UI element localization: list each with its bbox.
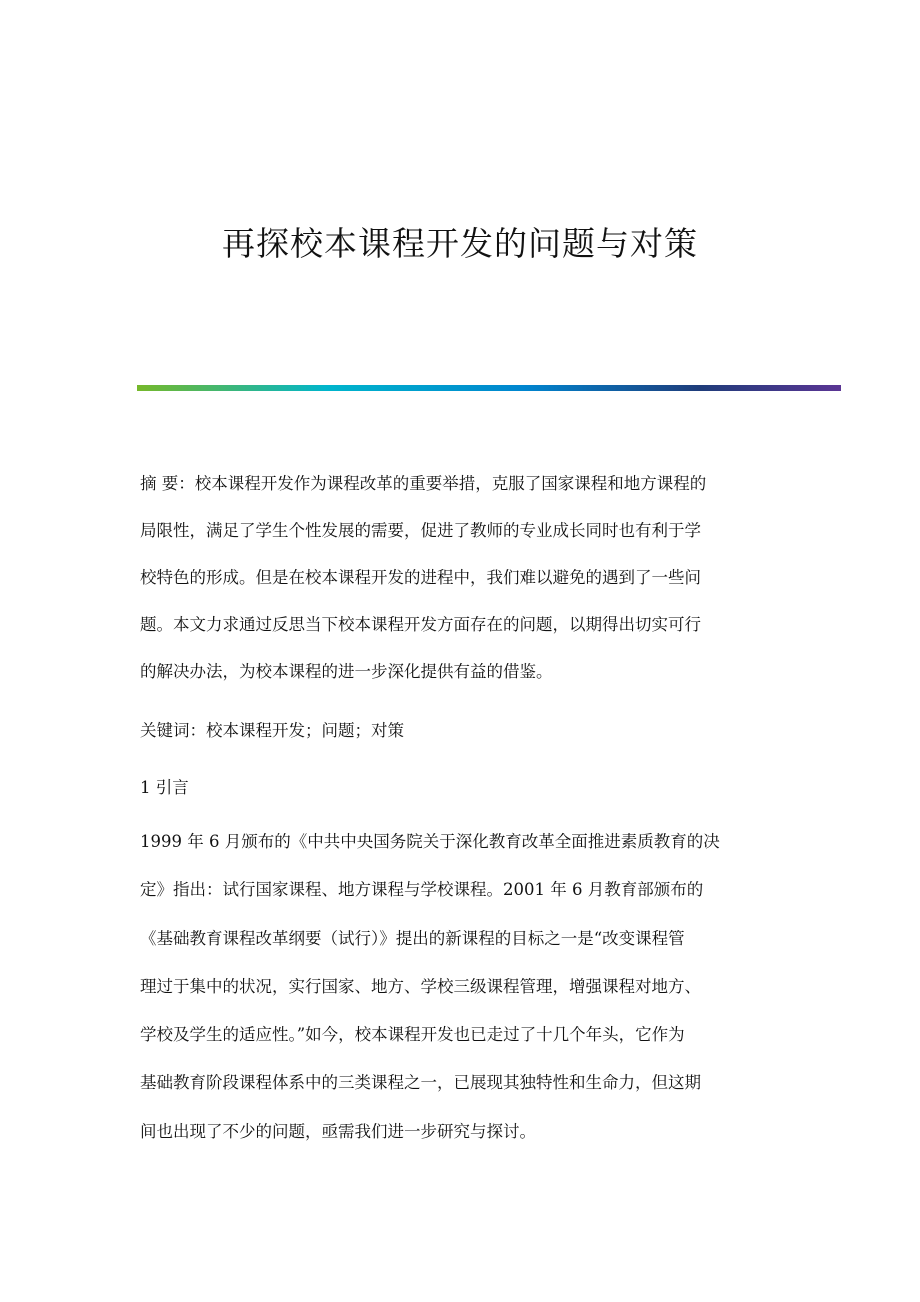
paragraph-line: 定》指出：试行国家课程、地方课程与学校课程。2001 年 6 月教育部颁布的 <box>140 880 704 900</box>
keywords <box>140 707 790 754</box>
section-heading-text: 1 引言 <box>140 778 189 797</box>
abstract-line: 题。本文力求通过反思当下校本课程开发方面存在的问题，以期得出切实可行 <box>140 615 701 634</box>
document-title: 再探校本课程开发的问题与对策 <box>222 224 698 263</box>
paragraph-line: 《基础教育课程改革纲要（试行）》提出的新课程的目标之一是“改变课程管 <box>140 928 685 948</box>
abstract-line: 校特色的形成。但是在校本课程开发的进程中，我们难以避免的遇到了一些问 <box>140 568 701 587</box>
section-heading <box>140 764 790 811</box>
abstract-line: 局限性，满足了学生个性发展的需要，促进了教师的专业成长同时也有利于学 <box>140 521 701 540</box>
paragraph-line: 间也出现了不少的问题，亟需我们进一步研究与探讨。 <box>140 1121 536 1141</box>
gradient-divider <box>137 385 841 391</box>
abstract-line: 的解决办法，为校本课程的进一步深化提供有益的借鉴。 <box>140 662 553 681</box>
abstract <box>140 460 790 695</box>
paragraph-line: 理过于集中的状况，实行国家、地方、学校三级课程管理，增强课程对地方、 <box>140 976 701 996</box>
paragraph-line: 学校及学生的适应性。”如今，校本课程开发也已走过了十几个年头，它作为 <box>140 1025 685 1045</box>
abstract-line: 摘 要：校本课程开发作为课程改革的重要举措，克服了国家课程和地方课程的 <box>140 474 707 493</box>
paragraph-line: 1999 年 6 月颁布的《中共中央国务院关于深化教育改革全面推进素质教育的决 <box>140 832 720 851</box>
paragraph-line: 基础教育阶段课程体系中的三类课程之一，已展现其独特性和生命力，但这期 <box>140 1073 701 1093</box>
keywords-line: 关键词：校本课程开发；问题；对策 <box>140 721 404 740</box>
body-paragraph <box>140 818 790 1156</box>
